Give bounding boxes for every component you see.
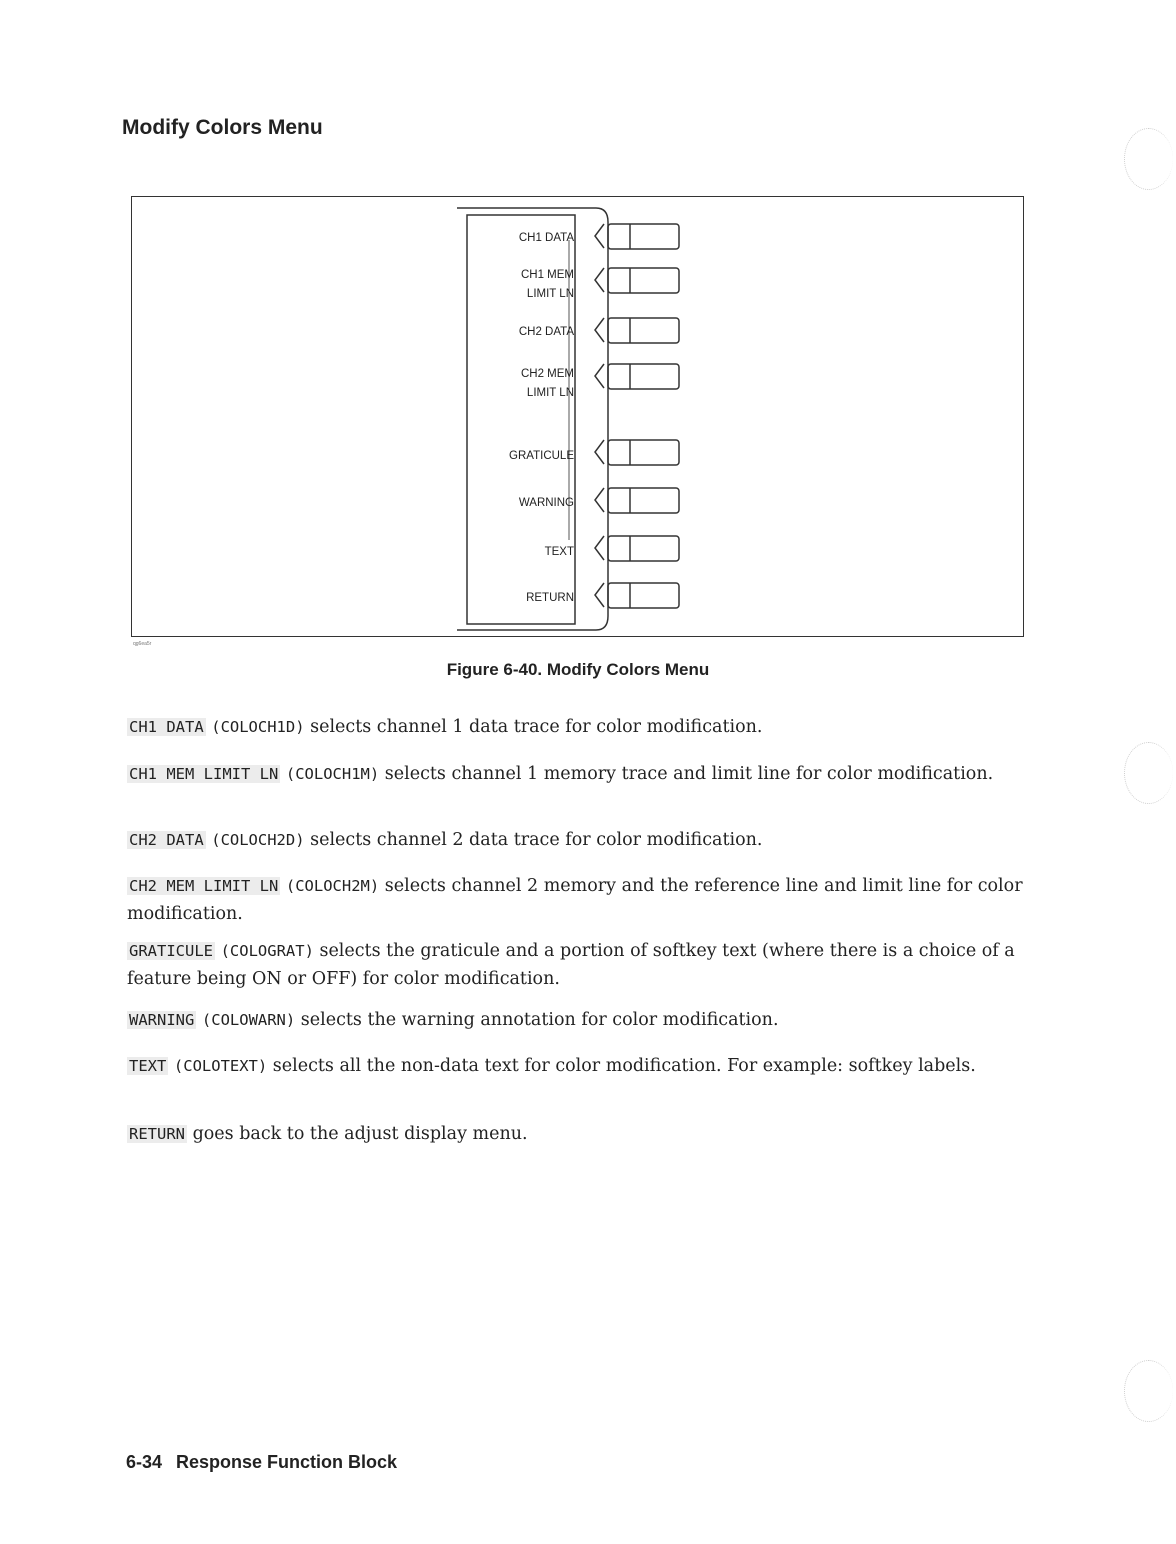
softkey-button bbox=[608, 583, 679, 608]
section-name: Response Function Block bbox=[176, 1452, 398, 1472]
softkey-name: CH1 DATA bbox=[129, 718, 204, 736]
description-paragraph bbox=[127, 872, 1039, 928]
softkey-pointer bbox=[595, 583, 604, 607]
description-paragraph bbox=[127, 1120, 1039, 1148]
description-text: goes back to the adjust display menu. bbox=[187, 1124, 528, 1144]
description-text: selects channel 2 memory and the reference line and limit line for color modification. bbox=[127, 876, 1023, 924]
description-paragraph bbox=[127, 1006, 1039, 1034]
gpib-mnemonic: (COLOWARN) bbox=[201, 1011, 296, 1029]
binder-hole-bottom bbox=[1124, 1360, 1173, 1422]
softkey-button bbox=[608, 364, 679, 389]
softkey-pointer bbox=[595, 536, 604, 560]
menu-label-line2: LIMIT LN bbox=[526, 288, 574, 300]
softkey-pointer bbox=[595, 224, 604, 248]
softkey-pointer bbox=[595, 488, 604, 512]
softkey-name: GRATICULE bbox=[129, 942, 213, 960]
gpib-mnemonic: (COLOTEXT) bbox=[173, 1057, 268, 1075]
menu-label-line1: WARNING bbox=[518, 497, 574, 509]
description-text: selects channel 2 data trace for color modification. bbox=[304, 830, 763, 850]
softkey-pointer bbox=[595, 364, 604, 388]
menu-label-line1: GRATICULE bbox=[509, 450, 574, 462]
menu-label-line1: CH1 DATA bbox=[518, 232, 574, 244]
softkey-button bbox=[608, 488, 679, 513]
menu-label bbox=[519, 229, 574, 248]
figure-caption: Figure 6-40. Modify Colors Menu bbox=[446, 660, 710, 679]
description-text: selects all the non-data text for color modification. For example: softkey labels. bbox=[267, 1056, 976, 1076]
page-title: Modify Colors Menu bbox=[122, 116, 323, 139]
menu-label bbox=[519, 494, 574, 513]
menu-label-line2: LIMIT LN bbox=[526, 387, 574, 399]
softkey-pointer bbox=[595, 268, 604, 292]
softkey-button bbox=[608, 536, 679, 561]
menu-label bbox=[545, 543, 574, 562]
figure-id-mark: qg6ea5r bbox=[133, 641, 152, 647]
gpib-mnemonic: (COLOCH1D) bbox=[211, 718, 305, 736]
description-text: selects the graticule and a portion of softkey text (where there is a choice of a feature being ON or OFF) for color modification. bbox=[127, 941, 1015, 989]
menu-label bbox=[509, 447, 574, 466]
softkey-button bbox=[608, 318, 679, 343]
gpib-mnemonic: (COLOCH2D) bbox=[211, 831, 305, 849]
menu-label-line1: TEXT bbox=[544, 546, 574, 558]
description-text: selects channel 1 memory trace and limit line for color modification. bbox=[379, 764, 994, 784]
softkey-name: CH2 MEM LIMIT LN bbox=[129, 877, 279, 895]
binder-hole-middle bbox=[1124, 742, 1173, 804]
description-paragraph bbox=[127, 826, 1039, 854]
description-paragraph bbox=[127, 760, 1039, 788]
menu-label-line1: CH1 MEM bbox=[520, 269, 574, 281]
softkey-name: RETURN bbox=[129, 1125, 185, 1143]
page-number: 6-34 bbox=[126, 1452, 163, 1472]
description-text: selects the warning annotation for color modification. bbox=[295, 1010, 779, 1030]
description-paragraph bbox=[127, 713, 1039, 741]
softkey-name: CH1 MEM LIMIT LN bbox=[129, 765, 279, 783]
menu-label-line1: CH2 MEM bbox=[520, 368, 574, 380]
softkey-button bbox=[608, 268, 679, 293]
softkey-button bbox=[608, 224, 679, 249]
gpib-mnemonic: (COLOCH1M) bbox=[285, 765, 380, 783]
menu-label bbox=[521, 365, 574, 403]
description-paragraph bbox=[127, 1052, 1039, 1080]
softkey-name: WARNING bbox=[129, 1011, 195, 1029]
page-footer bbox=[126, 1452, 397, 1473]
gpib-mnemonic: (COLOGRAT) bbox=[220, 942, 314, 960]
menu-label-line1: RETURN bbox=[526, 592, 574, 604]
menu-label bbox=[526, 589, 574, 608]
menu-label-line1: CH2 DATA bbox=[518, 326, 574, 338]
gpib-mnemonic: (COLOCH2M) bbox=[285, 877, 380, 895]
softkey-button bbox=[608, 440, 679, 465]
description-paragraph bbox=[127, 937, 1039, 993]
softkey-name: TEXT bbox=[129, 1057, 167, 1075]
softkey-menu-diagram bbox=[0, 0, 1176, 700]
softkey-pointer bbox=[595, 440, 604, 464]
softkey-pointer bbox=[595, 318, 604, 342]
binder-hole-top bbox=[1124, 128, 1173, 190]
menu-label bbox=[519, 323, 574, 342]
description-text: selects channel 1 data trace for color modification. bbox=[304, 717, 763, 737]
softkey-name: CH2 DATA bbox=[129, 831, 204, 849]
menu-label bbox=[521, 266, 574, 304]
